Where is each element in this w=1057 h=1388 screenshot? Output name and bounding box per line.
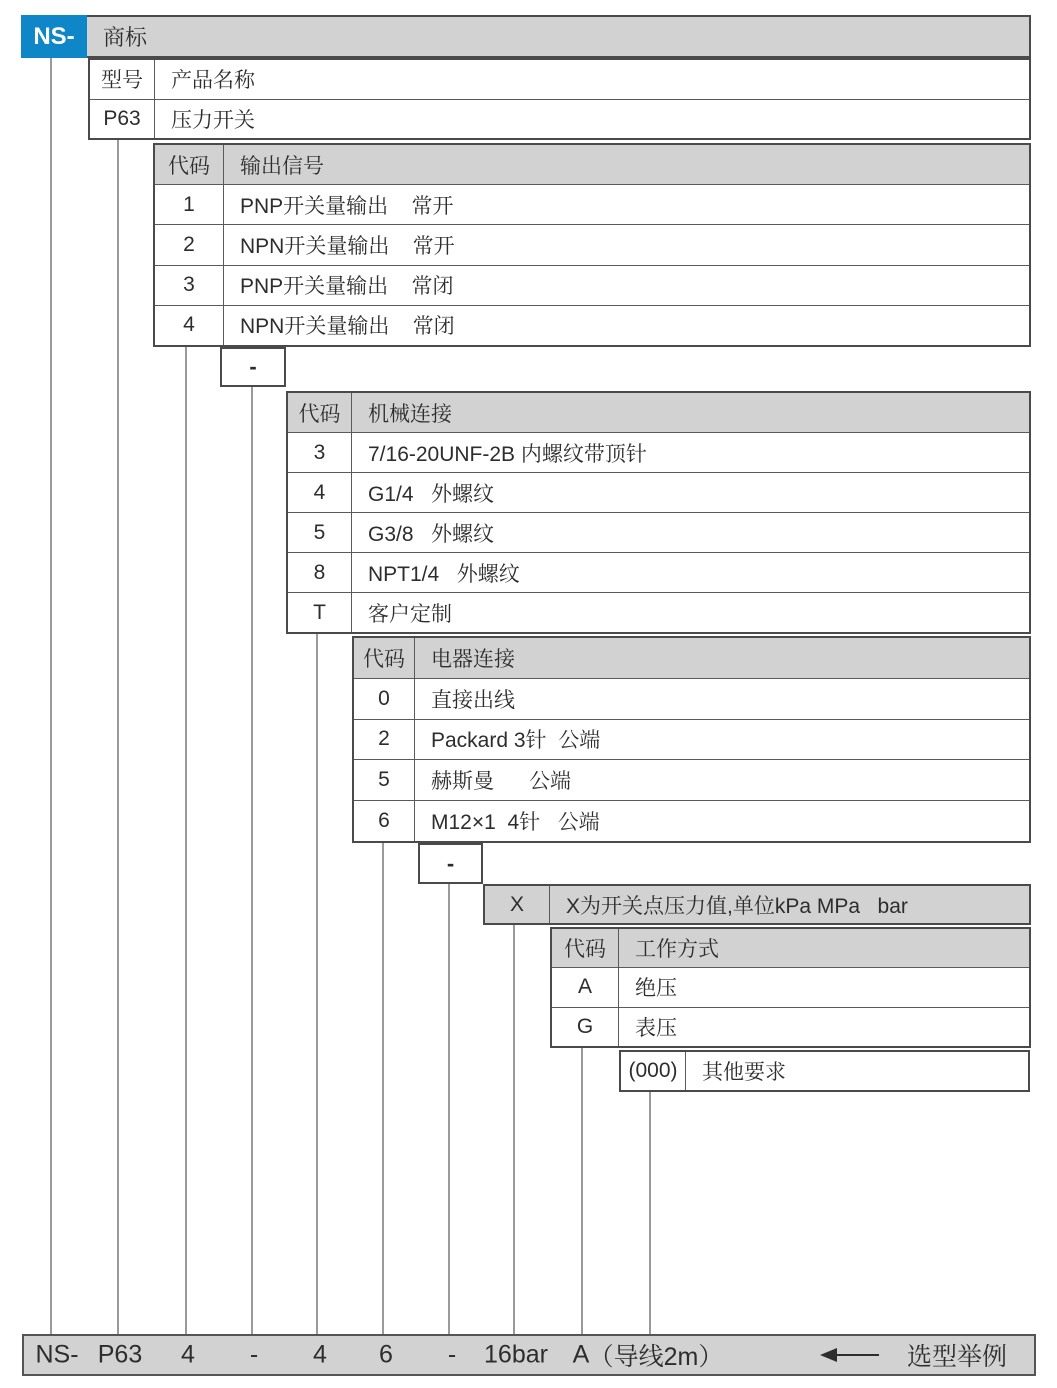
table-row — [155, 265, 1029, 305]
code-cell: 代码 — [155, 145, 224, 184]
desc-cell: 客户定制 — [368, 602, 452, 626]
code-cell: X — [485, 886, 550, 923]
code-cell: A — [552, 968, 619, 1006]
connector-dash-1 — [251, 387, 253, 1334]
desc-cell: 压力开关 — [171, 108, 255, 132]
code-cell: 4 — [288, 473, 352, 512]
table-row — [354, 678, 1029, 719]
table-row — [354, 719, 1029, 760]
code-cell: 6 — [354, 801, 415, 841]
desc-cell: 输出信号 — [240, 154, 324, 178]
code-cell: 3 — [155, 266, 224, 305]
output-signal-table — [153, 143, 1031, 347]
desc-cell: 直接出线 — [431, 688, 515, 712]
example-part-brand: NS- — [35, 1340, 79, 1369]
table-row — [288, 432, 1029, 472]
example-part-mode: A — [572, 1340, 590, 1369]
example-part-electrical: 6 — [379, 1340, 393, 1369]
example-bar — [22, 1334, 1036, 1376]
table-row — [354, 759, 1029, 800]
code-cell: 4 — [155, 306, 224, 345]
table-row — [354, 800, 1029, 841]
code-cell: 5 — [288, 513, 352, 552]
left-arrow-icon — [820, 1348, 879, 1362]
table-row — [552, 1007, 1029, 1046]
code-cell: 型号 — [90, 60, 155, 99]
connector-pressure — [513, 925, 515, 1334]
brand-prefix: NS- — [33, 22, 75, 50]
connector-output-signal — [185, 347, 187, 1334]
desc-cell: PNP开关量输出 常开 — [240, 194, 454, 218]
desc-cell: 表压 — [635, 1016, 677, 1040]
desc-cell: 机械连接 — [368, 402, 452, 426]
dash-separator-2: - — [418, 843, 483, 884]
table-row — [288, 592, 1029, 632]
table-header-row — [155, 145, 1029, 184]
code-cell: 5 — [354, 760, 415, 800]
desc-cell: M12×1 4针 公端 — [431, 811, 600, 835]
table-row — [288, 472, 1029, 512]
example-part-model: P63 — [97, 1340, 143, 1369]
code-cell: 2 — [354, 720, 415, 760]
table-row — [155, 224, 1029, 264]
arrow-tail — [837, 1354, 879, 1356]
connector-mechanical — [316, 634, 318, 1334]
code-cell: 8 — [288, 553, 352, 592]
mechanical-table — [286, 391, 1031, 634]
example-part-output: 4 — [181, 1340, 195, 1369]
table-header-row — [552, 929, 1029, 967]
other-requirements-row — [619, 1050, 1030, 1092]
code-cell: 代码 — [552, 929, 619, 967]
example-part-mechanical: 4 — [313, 1340, 327, 1369]
connector-dash-2 — [448, 884, 450, 1334]
code-cell: 0 — [354, 679, 415, 719]
desc-cell: NPN开关量输出 常开 — [240, 235, 455, 258]
code-cell: P63 — [90, 100, 155, 139]
desc-cell: NPT1/4 外螺纹 — [368, 562, 520, 586]
example-part-pressure: 16bar — [484, 1340, 548, 1369]
example-part-dash-1: - — [249, 1340, 259, 1369]
table-row — [621, 1052, 1028, 1090]
arrow-head-icon — [820, 1348, 837, 1362]
code-cell: G — [552, 1008, 619, 1046]
desc-cell: 工作方式 — [635, 938, 719, 962]
code-cell: 2 — [155, 225, 224, 264]
connector-mode — [581, 1048, 583, 1334]
code-cell: 代码 — [354, 638, 415, 678]
desc-cell: 产品名称 — [171, 69, 255, 93]
desc-cell: Packard 3针 公端 — [431, 729, 601, 753]
table-row — [552, 967, 1029, 1006]
code-cell: (000) — [621, 1052, 686, 1090]
electrical-table — [352, 636, 1031, 843]
trademark-label: 商标 — [103, 25, 148, 50]
table-row — [155, 184, 1029, 224]
pressure-row — [483, 884, 1031, 925]
desc-cell: 其他要求 — [702, 1061, 786, 1084]
model-table — [88, 58, 1031, 140]
brand-prefix-badge — [21, 15, 87, 58]
table-row — [155, 305, 1029, 345]
code-cell: T — [288, 593, 352, 632]
desc-cell: G3/8 外螺纹 — [368, 522, 495, 546]
table-row — [288, 512, 1029, 552]
desc-cell: 7/16-20UNF-2B 内螺纹带顶针 — [368, 442, 647, 466]
desc-cell: X为开关点压力值,单位kPa MPa bar — [566, 894, 908, 918]
connector-electrical — [382, 843, 384, 1334]
desc-cell: PNP开关量输出 常闭 — [240, 275, 454, 299]
example-part-wire: （导线2m） — [588, 1343, 724, 1371]
desc-cell: G1/4 外螺纹 — [368, 482, 495, 506]
table-row — [288, 552, 1029, 592]
trademark-row — [85, 15, 1031, 58]
desc-cell: NPN开关量输出 常闭 — [240, 315, 455, 339]
table-row — [90, 60, 1029, 99]
table-row — [90, 99, 1029, 139]
table-header-row — [354, 638, 1029, 678]
dash-separator-1: - — [220, 347, 286, 387]
code-cell: 3 — [288, 433, 352, 472]
code-cell: 1 — [155, 185, 224, 224]
connector-model — [117, 140, 119, 1334]
desc-cell: 绝压 — [635, 977, 677, 1001]
example-part-dash-2: - — [447, 1340, 457, 1369]
desc-cell: 赫斯曼 公端 — [431, 770, 572, 794]
desc-cell: 电器连接 — [431, 647, 515, 671]
connector-other — [649, 1092, 651, 1334]
table-row — [485, 886, 1029, 923]
code-cell: 代码 — [288, 393, 352, 432]
connector-brand — [50, 58, 52, 1334]
example-caption: 选型举例 — [906, 1343, 1008, 1371]
table-header-row — [288, 393, 1029, 432]
mode-table — [550, 927, 1031, 1048]
